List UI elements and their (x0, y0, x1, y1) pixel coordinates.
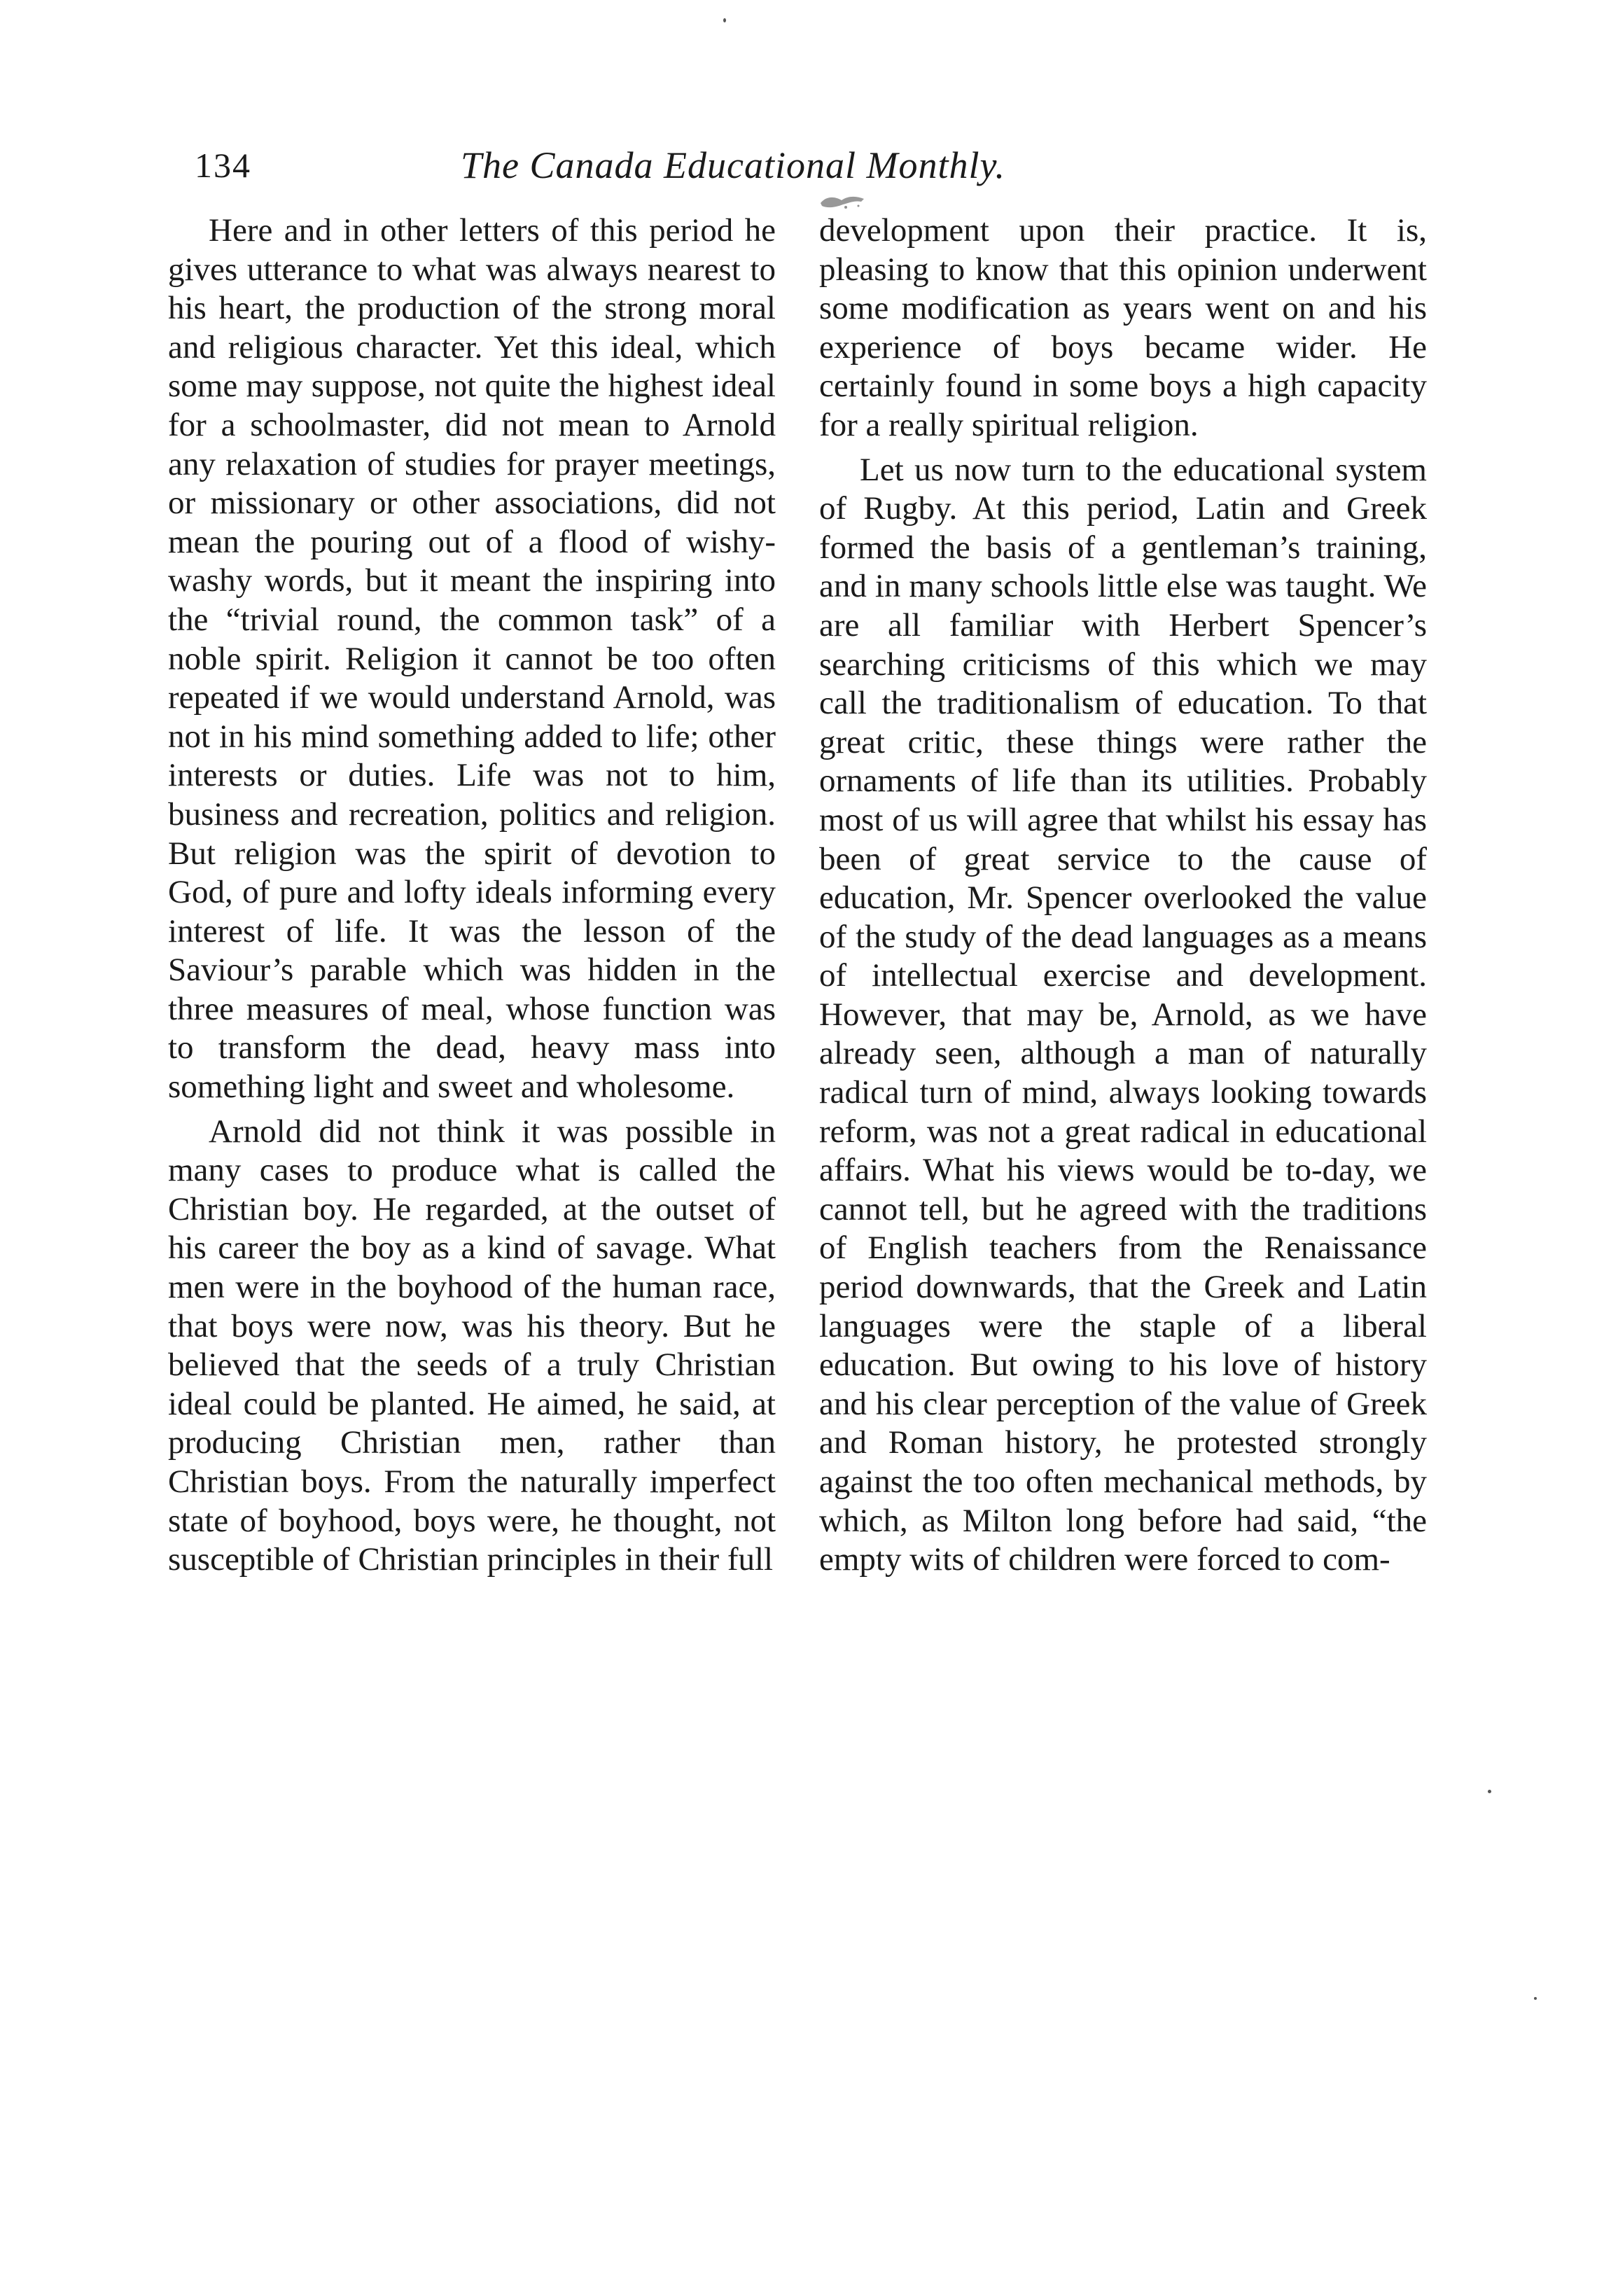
left-column (168, 211, 776, 1580)
body-paragraph: Let us now turn to the educational system of Rugby. At this period, Latin and Greek formed the basis of a gentleman’s training, and in many schools little else was taught. We are all familiar with Herbert Spencer’s searching criticisms of this which we may call the traditionalism of education. To that great critic, these things were rather the ornaments of life than its utilities. Probably most of us will agree that whilst his essay has been of great service to the cause of education, Mr. Spencer overlooked the value of the study of the dead languages as a means of intellectual exercise and development. However, that may be, Arnold, as we have already seen, although a man of naturally radical turn of mind, always looking towards reform, was not a great radical in educational affairs. What his views would be to-day, we cannot tell, but he agreed with the traditions of English teachers from the Renaissance period downwards, that the Greek and Latin languages were the staple of a liberal education. But owing to his love of history and his clear perception of the value of Greek and Roman history, he protested strongly against the too often mechanical methods, by which, as Milton long before had said, “the empty wits of children were forced to com- (819, 451, 1427, 1578)
body-paragraph: Arnold did not think it was possible in many cases to produce what is called the Christian boy. He regarded, at the outset of his career the boy as a kind of savage. What men were in the boyhood of the human race, that boys were now, was his theory. But he believed that the seeds of a truly Christian ideal could be planted. He aimed, he said, at producing Christian men, rather than Christian boys. From the naturally imperfect state of boyhood, boys were, he thought, not susceptible of Christian principles in their full (168, 1113, 776, 1578)
page-number: 134 (195, 146, 251, 185)
body-paragraph-continued: development upon their practice. It is, pleasing to know that this opinion underwent some modification as years went on and his experience of boys became wider. He certainly found in some boys a high capacity for a really spiritual religion. (819, 212, 1427, 443)
right-column (819, 211, 1427, 1580)
ink-smudge (818, 193, 867, 210)
running-head (195, 137, 1133, 193)
body-paragraph: Here and in other letters of this period he gives utterance to what was always nearest to his heart, the production of the strong moral and religious character. Yet this ideal, which some may suppose, not quite the highest ideal for a schoolmaster, did not mean to Arnold any relaxation of studies for prayer meetings, or missionary or other associations, did not mean the pouring out of a flood of wishy-washy words, but it meant the inspiring into the “trivial round, the common task” of a noble spirit. Religion it cannot be too often repeated if we would understand Arnold, was not in his mind something added to life; other interests or duties. Life was not to him, business and recreation, politics and religion. But religion was the spirit of devotion to God, of pure and lofty ideals informing every interest of life. It was the lesson of the Saviour’s parable which was hidden in the three measures of meal, whose function was to transform the dead, heavy mass into something light and sweet and wholesome. (168, 212, 776, 1106)
running-title: The Canada Educational Monthly. (461, 144, 1005, 186)
